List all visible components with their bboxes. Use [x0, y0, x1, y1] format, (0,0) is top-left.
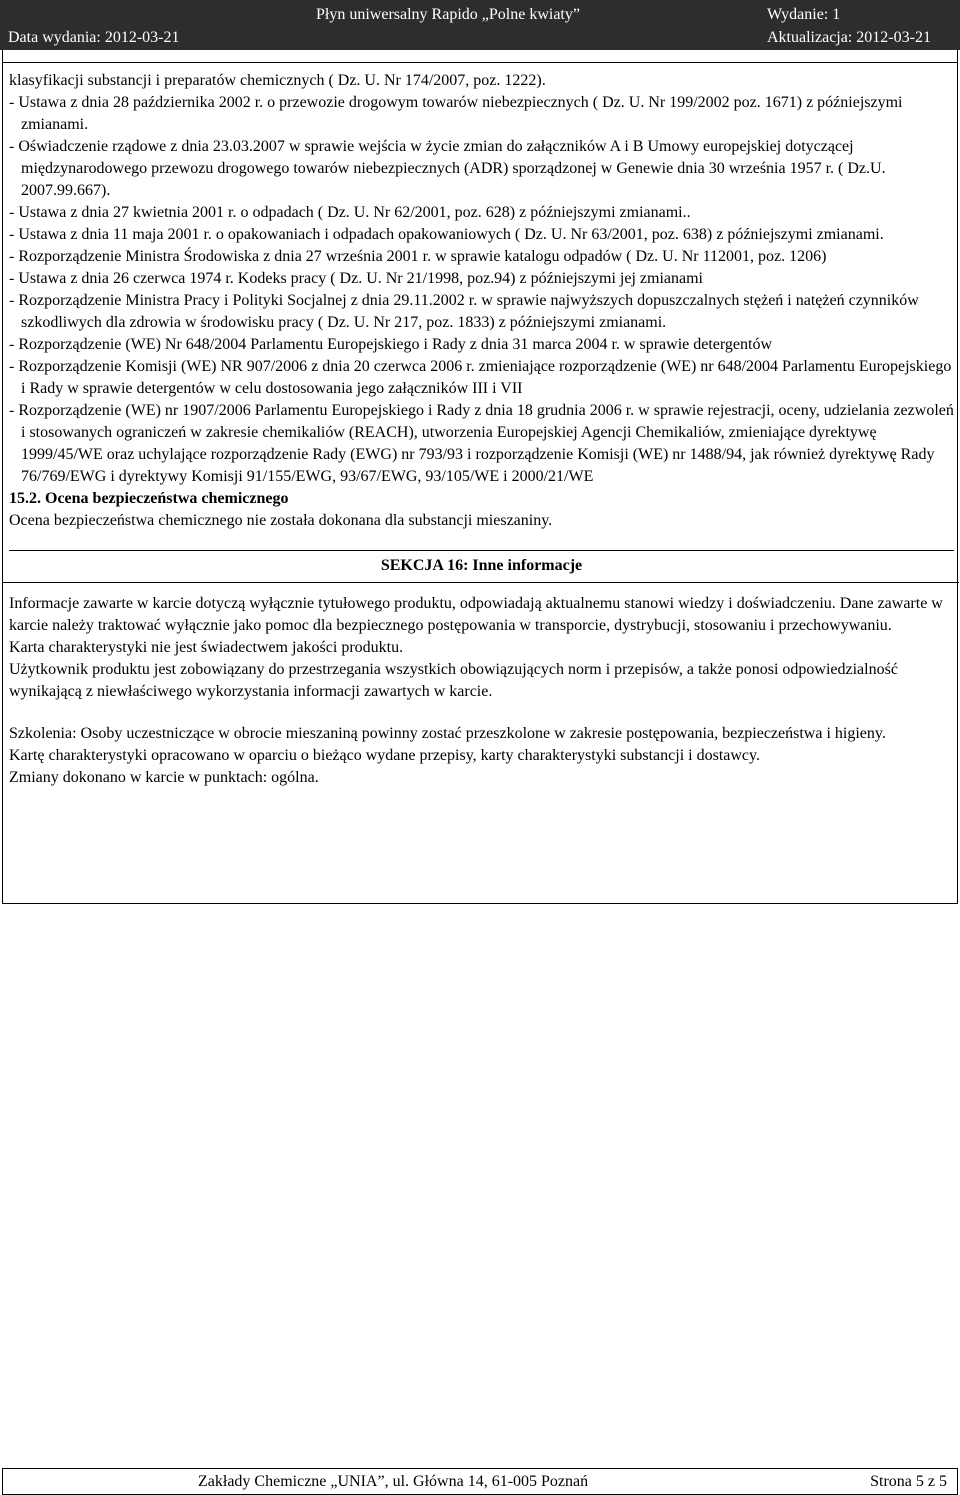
issue-date-label: Data wydania: 2012-03-21 — [8, 29, 180, 46]
document-footer — [2, 1468, 958, 1495]
product-title: Płyn uniwersalny Rapido „Polne kwiaty” — [316, 6, 580, 23]
regulation-line: - Oświadczenie rządowe z dnia 23.03.2007 w sprawie wejścia w życie zmian do załączników A i B Umowy europejskiej dotyczącej międzynarodowego przewozu drogowego towarów niebezpiecznych (ADR) sporządzonej w Genewie dnia 30 września 1957 r. ( Dz.U. 2007.99.667). — [9, 138, 886, 199]
regulation-line: - Ustawa z dnia 11 maja 2001 r. o opakowaniach i odpadach opakowaniowych ( Dz. U. Nr 63/2001, poz. 638) z późniejszymi zmianami. — [9, 226, 884, 243]
regulation-line: - Rozporządzenie Komisji (WE) NR 907/2006 z dnia 20 czerwca 2006 r. zmieniające rozporządzenie (WE) nr 648/2004 Parlamentu Europejskiego i Rady w sprawie detergentów w celu dostosowania jego załączników III i VII — [9, 358, 952, 397]
section-16-heading — [9, 550, 954, 577]
regulation-line: - Rozporządzenie (WE) Nr 648/2004 Parlamentu Europejskiego i Rady z dnia 31 marca 2004 r. w sprawie detergentów — [9, 336, 773, 353]
frame-top-rule — [2, 62, 958, 63]
info-paragraph: Zmiany dokonano w karcie w punktach: ogólna. — [9, 769, 319, 786]
regulation-line: - Rozporządzenie Ministra Pracy i Polityki Socjalnej z dnia 29.11.2002 r. w sprawie najwyższych dopuszczalnych stężeń i natężeń czynników szkodliwych dla zdrowia w środowisku pracy ( Dz. U. Nr 217, poz. 1833) z późniejszymi zmianami. — [9, 292, 919, 331]
info-paragraph: Informacje zawarte w karcie dotyczą wyłącznie tytułowego produktu, odpowiadają aktualnemu stanowi wiedzy i doświadczeniu. Dane zawarte w karcie należy traktować wyłącznie jako pomoc dla bezpiecznego postępowania w transporcie, dystrybucji, stosowaniu i przechowywaniu. — [9, 595, 943, 634]
company-address: Zakłady Chemiczne „UNIA”, ul. Główna 14, 61-005 Poznań — [198, 1473, 589, 1490]
regulation-line: - Ustawa z dnia 28 października 2002 r. o przewozie drogowym towarów niebezpiecznych ( Dz. U. Nr 199/2002 poz. 1671) z późniejszymi zmianami. — [9, 94, 903, 133]
subsection-heading: 15.2. Ocena bezpieczeństwa chemicznego — [9, 490, 289, 507]
regulation-line: - Rozporządzenie (WE) nr 1907/2006 Parlamentu Europejskiego i Rady z dnia 18 grudnia 2006 r. w sprawie rejestracji, oceny, udzielania zezwoleń i stosowanych ograniczeń w zakresie chemikaliów (REACH), utworzenia Europejskiej Agencji Chemikaliów, zmieniające dyrektywę 1999/45/WE oraz uchylające rozporządzenie Rady (EWG) nr 793/93 i rozporządzenie Komisji (WE) nr 1488/94, jak również dyrektywę Rady 76/769/EWG i dyrektywy Komisji 91/155/EWG, 93/67/EWG, 93/105/WE i 2000/21/WE — [9, 402, 954, 485]
update-date-label: Aktualizacja: 2012-03-21 — [767, 29, 931, 46]
document-body — [9, 70, 954, 789]
regulation-line: - Ustawa z dnia 26 czerwca 1974 r. Kodeks pracy ( Dz. U. Nr 21/1998, poz.94) z późniejszymi jej zmianami — [9, 270, 703, 287]
regulation-line: - Rozporządzenie Ministra Środowiska z dnia 27 września 2001 r. w sprawie katalogu odpadów ( Dz. U. Nr 112001, poz. 1206) — [9, 248, 827, 265]
paragraph-spacer — [9, 703, 954, 723]
regulation-line: klasyfikacji substancji i preparatów chemicznych ( Dz. U. Nr 174/2007, poz. 1222). — [9, 72, 546, 89]
info-paragraph: Użytkownik produktu jest zobowiązany do przestrzegania wszystkich obowiązujących norm i przepisów, a także ponosi odpowiedzialność wynikającą z niewłaściwego wykorzystania informacji zawartych w karcie. — [9, 661, 898, 700]
section-16-title: SEKCJA 16: Inne informacje — [380, 557, 583, 574]
regulation-line: - Ustawa z dnia 27 kwietnia 2001 r. o odpadach ( Dz. U. Nr 62/2001, poz. 628) z późniejszymi zmianami.. — [9, 204, 691, 221]
document-header — [0, 0, 960, 50]
page-number: Strona 5 z 5 — [870, 1473, 947, 1490]
edition-label: Wydanie: 1 — [767, 6, 841, 23]
subsection-text: Ocena bezpieczeństwa chemicznego nie została dokonana dla substancji mieszaniny. — [9, 512, 553, 529]
info-paragraph: Karta charakterystyki nie jest świadectwem jakości produktu. — [9, 639, 404, 656]
section-divider — [2, 582, 959, 583]
info-paragraph: Kartę charakterystyki opracowano w oparciu o bieżąco wydane przepisy, karty charakterystyki substancji i dostawcy. — [9, 747, 760, 764]
info-paragraph: Szkolenia: Osoby uczestniczące w obrocie mieszaniną powinny zostać przeszkolone w zakresie postępowania, bezpieczeństwa i higieny. — [9, 725, 886, 742]
